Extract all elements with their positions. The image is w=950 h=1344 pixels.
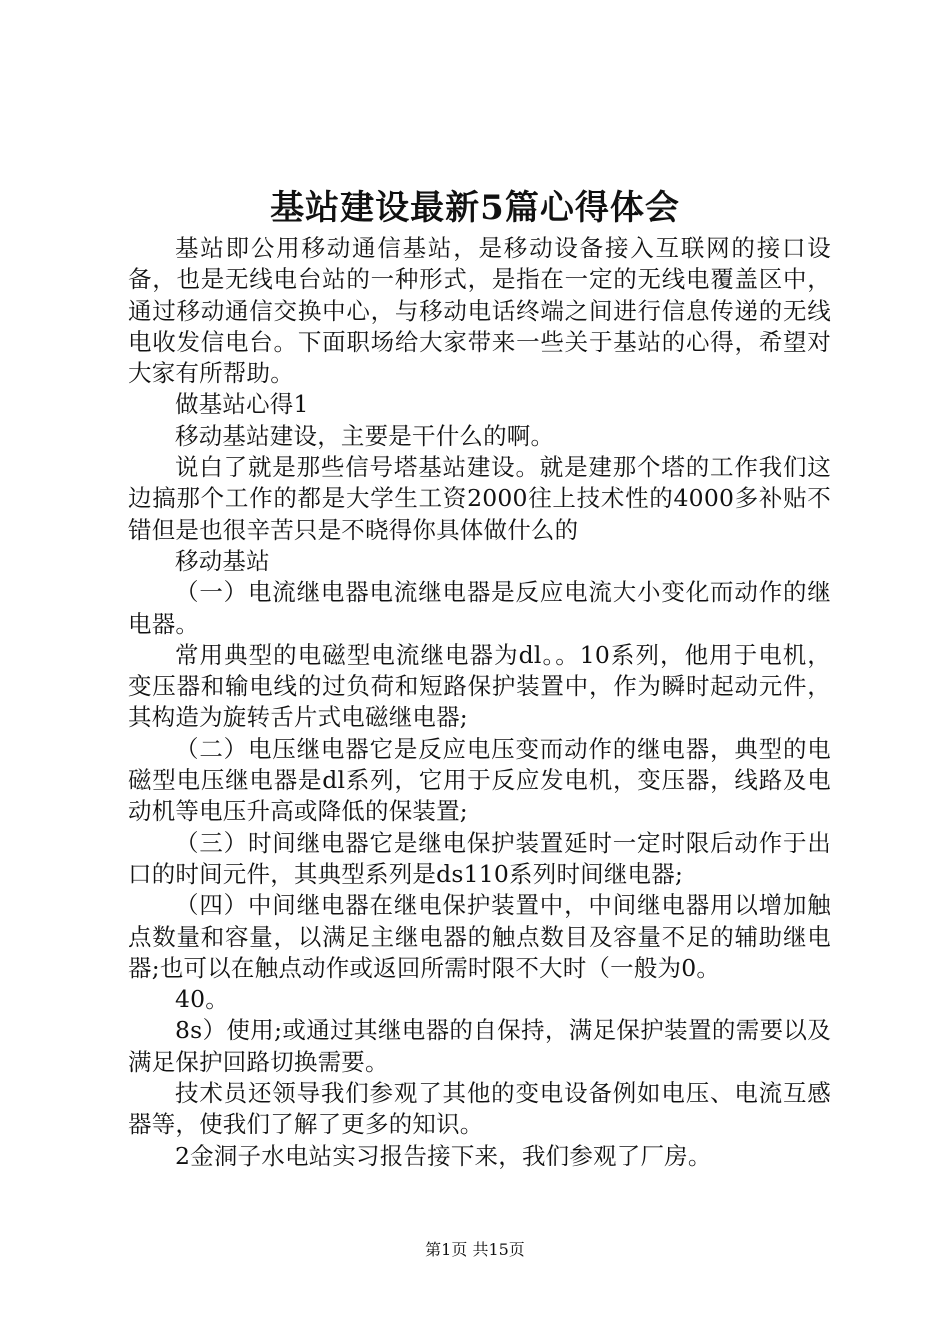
page-number-footer: 第1页 共15页 bbox=[425, 1240, 525, 1259]
paragraph: 技术员还领导我们参观了其他的变电设备例如电压、电流互感器等，使我们了解了更多的知识。 bbox=[128, 1079, 831, 1139]
paragraph: 8s）使用;或通过其继电器的自保持，满足保护装置的需要以及满足保护回路切换需要。 bbox=[128, 1016, 831, 1076]
paragraph: （二）电压继电器它是反应电压变而动作的继电器，典型的电磁型电压继电器是dl系列，它用于反应发电机，变压器，线路及电动机等电压升高或降低的保装置; bbox=[128, 734, 831, 826]
paragraph: 说白了就是那些信号塔基站建设。就是建那个塔的工作我们这边搞那个工作的都是大学生工资2000往上技术性的4000多补贴不错但是也很辛苦只是不晓得你具体做什么的 bbox=[128, 453, 831, 544]
paragraph: 常用典型的电磁型电流继电器为dl。。10系列，他用于电机，变压器和输电线的过负荷和短路保护装置中，作为瞬时起动元件，其构造为旋转舌片式电磁继电器; bbox=[128, 640, 831, 732]
paragraph: 基站即公用移动通信基站，是移动设备接入互联网的接口设备，也是无线电台站的一种形式，是指在一定的无线电覆盖区中，通过移动通信交换中心，与移动电话终端之间进行信息传递的无线电收发信电台。下面职场给大家带来一些关于基站的心得，希望对大家有所帮助。 bbox=[128, 234, 831, 388]
paragraph: （一）电流继电器电流继电器是反应电流大小变化而动作的继电器。 bbox=[128, 578, 831, 638]
paragraph: 2金洞子水电站实习报告接下来，我们参观了厂房。 bbox=[175, 1141, 712, 1170]
document-title: 基站建设最新5篇心得体会 bbox=[270, 188, 680, 228]
paragraph: 移动基站建设，主要是干什么的啊。 bbox=[175, 421, 555, 450]
paragraph: 40。 bbox=[175, 985, 230, 1014]
paragraph: 做基站心得1 bbox=[175, 390, 309, 419]
paragraph: 移动基站 bbox=[175, 546, 270, 575]
paragraph: （三）时间继电器它是继电保护装置延时一定时限后动作于出口的时间元件，其典型系列是ds110系列时间继电器; bbox=[128, 828, 831, 888]
document-body bbox=[128, 233, 831, 1172]
paragraph: （四）中间继电器在继电保护装置中，中间继电器用以增加触点数量和容量，以满足主继电器的触点数目及容量不足的辅助继电器;也可以在触点动作或返回所需时限不大时（一般为0。 bbox=[128, 891, 831, 982]
